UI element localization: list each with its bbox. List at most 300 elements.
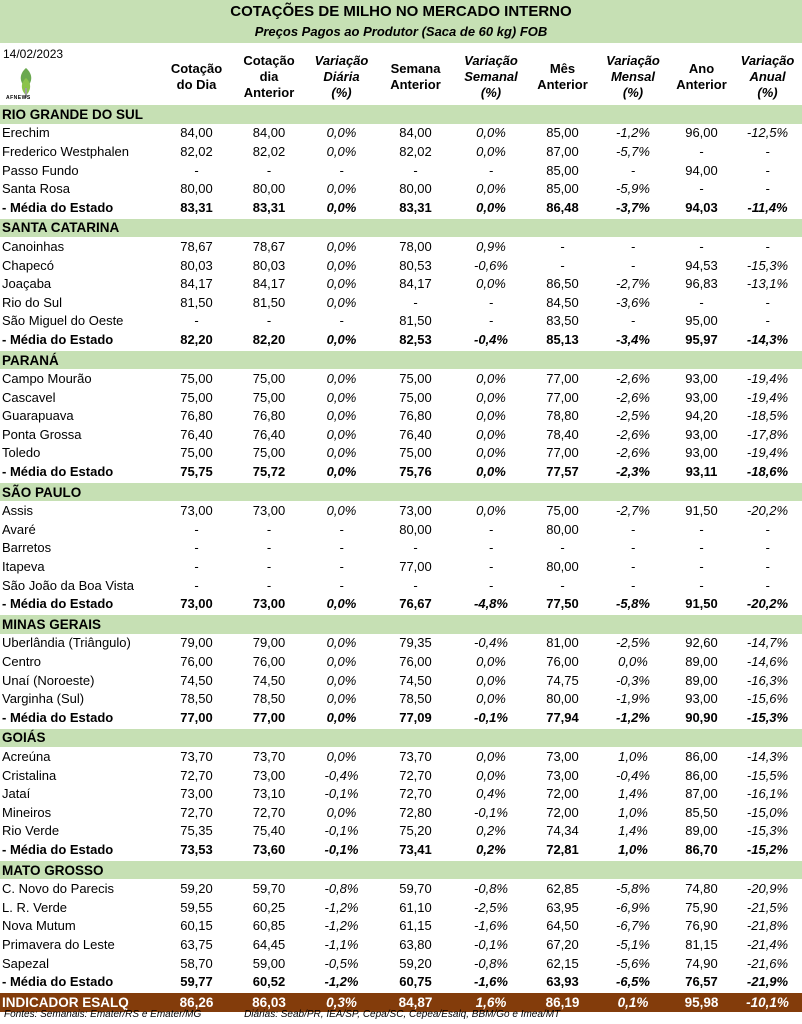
state-section-row [0, 105, 802, 124]
value-cell: 95,00 [685, 313, 718, 329]
value-cell: -2,7% [616, 503, 650, 519]
column-header: Variação Semanal (%) [464, 52, 518, 100]
value-cell: 75,00 [180, 389, 213, 405]
value-cell: 0,0% [305, 330, 378, 350]
city-row [0, 747, 802, 766]
value-cell: -21,9% [733, 972, 802, 992]
value-cell: - [699, 577, 704, 593]
value-cell: - [699, 238, 704, 254]
state-section-row [0, 728, 802, 748]
row-label: L. R. Verde [2, 899, 68, 915]
column-header: Variação Diária (%) [314, 52, 369, 100]
value-cell: - [699, 540, 704, 556]
value-cell: 0,4% [476, 786, 506, 802]
value-cell: 91,50 [670, 594, 733, 614]
value-cell: 84,17 [252, 276, 286, 292]
value-cell: 73,00 [180, 503, 213, 519]
row-label: Ponta Grossa [2, 426, 82, 442]
value-cell: 85,13 [529, 330, 596, 350]
value-cell: 63,93 [529, 972, 596, 992]
value-cell: 81,50 [252, 294, 286, 310]
value-cell: - [699, 181, 704, 197]
value-cell: - [266, 540, 272, 556]
value-cell: 79,35 [399, 635, 432, 651]
value-cell: -1,2% [324, 899, 359, 915]
city-row [0, 124, 802, 143]
value-cell: - [339, 540, 344, 556]
city-row [0, 274, 802, 293]
value-cell: 80,00 [546, 559, 579, 575]
value-cell: 77,50 [529, 594, 596, 614]
value-cell: 72,70 [180, 767, 213, 783]
value-cell: 0,0% [326, 257, 357, 273]
value-cell: 0,0% [476, 767, 506, 783]
value-cell: 84,00 [399, 125, 432, 141]
footer-daily-sources: Diárias: Seab/PR, IEA/SP, Cepa/SC, Cepea/Esalq, BBM/Go e Imea/MT [244, 1009, 561, 1020]
state-section-row [0, 482, 802, 502]
value-cell: 75,76 [378, 462, 453, 482]
value-cell: 0,0% [326, 389, 357, 405]
value-cell: -0,4% [453, 330, 529, 350]
value-cell: -1,1% [324, 936, 359, 952]
value-cell: 77,00 [546, 371, 579, 387]
value-cell: 75,90 [685, 899, 718, 915]
value-cell: - [630, 559, 636, 575]
value-cell: 0,1% [596, 992, 670, 1012]
value-cell: - [765, 162, 770, 178]
value-cell: - [765, 143, 770, 159]
value-cell: 94,00 [685, 162, 718, 178]
value-cell: 82,02 [252, 143, 286, 159]
row-label: Uberlândia (Triângulo) [2, 635, 131, 651]
state-name: RIO GRANDE DO SUL [0, 105, 802, 124]
state-name: MATO GROSSO [0, 860, 802, 880]
value-cell: 91,50 [685, 503, 718, 519]
value-cell: 0,0% [326, 181, 357, 197]
value-cell: 67,20 [546, 936, 579, 952]
value-cell: 1,4% [618, 786, 648, 802]
value-cell: - [266, 521, 272, 537]
value-cell: 82,20 [233, 330, 305, 350]
value-cell: 59,70 [252, 881, 286, 897]
value-cell: - [413, 162, 418, 178]
value-cell: - [488, 313, 494, 329]
value-cell: 60,75 [378, 972, 453, 992]
city-row [0, 671, 802, 690]
row-label: Joaçaba [2, 276, 52, 292]
value-cell: - [266, 577, 272, 593]
value-cell: 0,0% [326, 426, 357, 442]
city-row [0, 652, 802, 671]
value-cell: 0,0% [476, 181, 506, 197]
row-label: - Média do Estado [0, 708, 160, 728]
row-label: - Média do Estado [0, 462, 160, 482]
city-row [0, 256, 802, 275]
value-cell: - [630, 521, 636, 537]
value-cell: - [765, 181, 770, 197]
value-cell: 77,00 [160, 708, 233, 728]
value-cell: 80,53 [399, 257, 432, 273]
value-cell: 58,70 [180, 955, 213, 971]
value-cell: 85,00 [546, 125, 579, 141]
value-cell: 83,31 [160, 198, 233, 218]
value-cell: -12,5% [746, 125, 789, 141]
value-cell: -2,5% [474, 899, 508, 915]
value-cell: 73,70 [180, 748, 213, 764]
row-label: - Média do Estado [0, 594, 160, 614]
value-cell: -1,2% [616, 125, 650, 141]
value-cell: 73,10 [252, 786, 286, 802]
value-cell: 95,97 [670, 330, 733, 350]
value-cell: -2,6% [616, 389, 650, 405]
city-row [0, 407, 802, 426]
value-cell: 0,0% [326, 276, 357, 292]
state-name: GOIÁS [0, 728, 802, 748]
value-cell: 81,00 [546, 635, 579, 651]
value-cell: - [194, 559, 199, 575]
value-cell: 78,50 [399, 691, 432, 707]
value-cell: - [765, 577, 770, 593]
value-cell: -14,3% [733, 330, 802, 350]
value-cell: - [194, 313, 199, 329]
value-cell: 78,40 [546, 426, 579, 442]
value-cell: -15,5% [746, 767, 789, 783]
value-cell: -1,6% [474, 918, 508, 934]
row-label: Erechim [2, 125, 50, 141]
value-cell: - [630, 540, 636, 556]
value-cell: -3,7% [596, 198, 670, 218]
column-header: Semana Anterior [390, 60, 441, 92]
value-cell: 75,00 [399, 389, 432, 405]
value-cell: 76,80 [252, 408, 286, 424]
city-row [0, 312, 802, 331]
value-cell: -18,5% [746, 408, 789, 424]
row-label: - Média do Estado [0, 972, 160, 992]
value-cell: -0,4% [616, 767, 650, 783]
value-cell: 84,00 [252, 125, 286, 141]
value-cell: -5,9% [616, 181, 650, 197]
value-cell: - [266, 313, 272, 329]
value-cell: 1,4% [618, 823, 648, 839]
value-cell: -2,6% [616, 445, 650, 461]
value-cell: 0,0% [453, 198, 529, 218]
value-cell: - [488, 540, 494, 556]
quote-table [0, 105, 802, 1012]
value-cell: 86,03 [233, 992, 305, 1012]
value-cell: 62,15 [546, 955, 579, 971]
value-cell: 76,00 [546, 654, 579, 670]
value-cell: 89,00 [685, 654, 718, 670]
row-label: Frederico Westphalen [2, 143, 129, 159]
column-header: Variação Anual (%) [740, 52, 795, 100]
value-cell: 86,48 [529, 198, 596, 218]
value-cell: 84,00 [180, 125, 213, 141]
value-cell: 0,0% [476, 691, 506, 707]
value-cell: -5,6% [616, 955, 650, 971]
value-cell: - [413, 294, 418, 310]
value-cell: 93,00 [685, 371, 718, 387]
value-cell: -1,2% [305, 972, 378, 992]
value-cell: 81,50 [399, 313, 432, 329]
city-row [0, 142, 802, 161]
value-cell: -2,6% [616, 426, 650, 442]
value-cell: -5,1% [616, 936, 650, 952]
value-cell: 80,03 [252, 257, 286, 273]
value-cell: -2,3% [596, 462, 670, 482]
value-cell: 78,67 [180, 238, 213, 254]
value-cell: 89,00 [685, 823, 718, 839]
value-cell: -6,7% [616, 918, 650, 934]
city-row [0, 179, 802, 198]
value-cell: - [630, 162, 636, 178]
value-cell: 0,0% [326, 125, 357, 141]
value-cell: - [488, 294, 494, 310]
value-cell: -20,2% [746, 503, 789, 519]
state-average-row [0, 840, 802, 860]
row-label: Unaí (Noroeste) [2, 672, 95, 688]
value-cell: 81,50 [180, 294, 213, 310]
value-cell: 78,00 [399, 238, 432, 254]
value-cell: 76,00 [180, 654, 213, 670]
value-cell: 82,02 [180, 143, 213, 159]
value-cell: 0,0% [326, 503, 357, 519]
value-cell: - [560, 238, 565, 254]
value-cell: 0,0% [618, 654, 648, 670]
state-average-row [0, 198, 802, 218]
state-section-row [0, 218, 802, 238]
value-cell: 92,60 [685, 635, 718, 651]
value-cell: 73,00 [399, 503, 432, 519]
value-cell: 75,00 [399, 445, 432, 461]
value-cell: - [488, 577, 494, 593]
value-cell: 0,0% [476, 426, 506, 442]
value-cell: 0,0% [326, 804, 357, 820]
value-cell: - [765, 238, 770, 254]
value-cell: -11,4% [733, 198, 802, 218]
value-cell: -15,2% [733, 840, 802, 860]
state-section-row [0, 614, 802, 634]
value-cell: 62,85 [546, 881, 579, 897]
state-name: SÃO PAULO [0, 482, 802, 502]
value-cell: 94,03 [670, 198, 733, 218]
state-average-row [0, 972, 802, 992]
value-cell: 80,00 [546, 691, 579, 707]
value-cell: 82,02 [399, 143, 432, 159]
value-cell: 76,67 [378, 594, 453, 614]
row-label: Nova Mutum [2, 918, 76, 934]
logo-caption: AFNEWS [6, 95, 31, 101]
value-cell: -20,9% [746, 881, 789, 897]
value-cell: 0,0% [326, 635, 357, 651]
value-cell: 73,00 [252, 503, 286, 519]
value-cell: 83,31 [378, 198, 453, 218]
page-title: COTAÇÕES DE MILHO NO MERCADO INTERNO [230, 3, 572, 20]
value-cell: 0,0% [476, 371, 506, 387]
value-cell: -19,4% [746, 389, 789, 405]
value-cell: 77,00 [399, 559, 432, 575]
value-cell: 77,00 [546, 445, 579, 461]
value-cell: 0,0% [453, 462, 529, 482]
city-row [0, 634, 802, 653]
value-cell: 84,87 [378, 992, 453, 1012]
city-row [0, 444, 802, 463]
value-cell: 73,53 [160, 840, 233, 860]
value-cell: 86,26 [160, 992, 233, 1012]
value-cell: 0,0% [326, 143, 357, 159]
value-cell: - [699, 559, 704, 575]
value-cell: 86,50 [546, 276, 579, 292]
value-cell: -15,3% [733, 708, 802, 728]
value-cell: - [488, 521, 494, 537]
value-cell: 0,0% [326, 294, 357, 310]
state-average-row [0, 462, 802, 482]
value-cell: - [413, 540, 418, 556]
city-row [0, 766, 802, 785]
value-cell: -2,5% [616, 635, 650, 651]
value-cell: 78,50 [252, 691, 286, 707]
value-cell: -16,3% [746, 672, 789, 688]
row-label: Barretos [2, 540, 52, 556]
value-cell: - [266, 162, 272, 178]
value-cell: 93,00 [685, 426, 718, 442]
value-cell: - [560, 540, 565, 556]
value-cell: 73,00 [180, 786, 213, 802]
value-cell: 76,90 [685, 918, 718, 934]
value-cell: 63,80 [399, 936, 432, 952]
value-cell: -0,1% [305, 840, 378, 860]
value-cell: - [699, 143, 704, 159]
value-cell: 1,0% [618, 804, 648, 820]
value-cell: -3,4% [596, 330, 670, 350]
city-row [0, 576, 802, 595]
value-cell: 59,55 [180, 899, 213, 915]
city-row [0, 539, 802, 558]
value-cell: 60,85 [252, 918, 286, 934]
state-section-row [0, 860, 802, 880]
row-label: Campo Mourão [2, 371, 92, 387]
value-cell: 60,25 [252, 899, 286, 915]
value-cell: 75,20 [399, 823, 432, 839]
value-cell: - [560, 577, 565, 593]
state-name: MINAS GERAIS [0, 614, 802, 634]
value-cell: 60,15 [180, 918, 213, 934]
city-row [0, 237, 802, 256]
value-cell: 82,53 [378, 330, 453, 350]
value-cell: 59,77 [160, 972, 233, 992]
city-row [0, 520, 802, 539]
value-cell: 75,00 [546, 503, 579, 519]
value-cell: 94,20 [685, 408, 718, 424]
value-cell: 0,0% [305, 708, 378, 728]
page-subtitle: Preços Pagos ao Produtor (Saca de 60 kg) FOB [254, 24, 548, 39]
state-average-row [0, 330, 802, 350]
value-cell: 72,70 [252, 804, 286, 820]
value-cell: 73,00 [252, 767, 286, 783]
value-cell: 0,9% [476, 238, 506, 254]
row-label: Jataí [2, 786, 31, 802]
value-cell: 0,2% [476, 823, 506, 839]
value-cell: -13,1% [746, 276, 789, 292]
value-cell: -21,4% [746, 936, 789, 952]
value-cell: 75,00 [180, 445, 213, 461]
value-cell: - [413, 577, 418, 593]
value-cell: -17,8% [746, 426, 789, 442]
value-cell: 61,15 [399, 918, 432, 934]
state-section-row [0, 350, 802, 370]
value-cell: 93,00 [685, 445, 718, 461]
footer-weekly-sources: Fontes: Semanais: Emater/RS e Emater/MG [4, 1009, 202, 1020]
city-row [0, 935, 802, 954]
value-cell: -1,2% [324, 918, 359, 934]
value-cell: -2,7% [616, 276, 650, 292]
value-cell: 61,10 [399, 899, 432, 915]
value-cell: 77,00 [546, 389, 579, 405]
value-cell: 0,0% [476, 125, 506, 141]
row-label: Guarapuava [2, 408, 74, 424]
value-cell: -15,3% [746, 823, 789, 839]
value-cell: 73,00 [160, 594, 233, 614]
value-cell: - [194, 162, 199, 178]
value-cell: -18,6% [733, 462, 802, 482]
row-label: Mineiros [2, 804, 52, 820]
column-header: Ano Anterior [676, 60, 727, 92]
value-cell: -15,3% [746, 257, 789, 273]
value-cell: 76,00 [252, 654, 286, 670]
value-cell: -0,3% [616, 672, 650, 688]
value-cell: 73,70 [252, 748, 286, 764]
value-cell: 74,50 [252, 672, 286, 688]
value-cell: 85,00 [546, 162, 579, 178]
value-cell: 74,75 [546, 672, 579, 688]
value-cell: -3,6% [616, 294, 650, 310]
value-cell: - [765, 294, 770, 310]
value-cell: 0,2% [453, 840, 529, 860]
value-cell: -14,6% [746, 654, 789, 670]
row-label: Sapezal [2, 955, 49, 971]
value-cell: 76,40 [252, 426, 286, 442]
value-cell: 59,70 [399, 881, 432, 897]
value-cell: 72,81 [529, 840, 596, 860]
value-cell: 86,00 [685, 748, 718, 764]
value-cell: 0,0% [326, 408, 357, 424]
value-cell: -0,1% [453, 708, 529, 728]
value-cell: 1,6% [453, 992, 529, 1012]
city-row [0, 388, 802, 407]
value-cell: - [488, 559, 494, 575]
value-cell: 0,0% [476, 503, 506, 519]
value-cell: -2,6% [616, 371, 650, 387]
value-cell: 81,15 [685, 936, 718, 952]
value-cell: 93,11 [670, 462, 733, 482]
value-cell: 0,0% [476, 143, 506, 159]
value-cell: 79,00 [252, 635, 286, 651]
value-cell: 74,50 [399, 672, 432, 688]
value-cell: -0,1% [474, 936, 508, 952]
value-cell: -4,8% [453, 594, 529, 614]
state-name: PARANÁ [0, 350, 802, 370]
value-cell: 80,03 [180, 257, 213, 273]
value-cell: 0,0% [326, 238, 357, 254]
value-cell: 0,0% [326, 654, 357, 670]
value-cell: 0,0% [326, 371, 357, 387]
value-cell: -5,8% [596, 594, 670, 614]
value-cell: - [630, 257, 636, 273]
city-row [0, 689, 802, 708]
footer-sources [4, 1009, 600, 1020]
value-cell: 72,00 [546, 804, 579, 820]
city-row [0, 898, 802, 917]
city-row [0, 369, 802, 388]
